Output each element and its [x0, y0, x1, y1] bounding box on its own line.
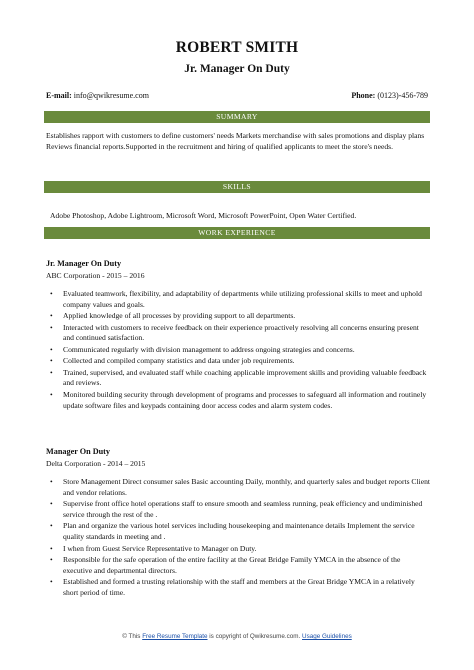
job-1-duties [46, 289, 430, 412]
list-item: • I when from Guest Service Representative to Manager on Duty. [50, 543, 257, 553]
summary-text: Establishes rapport with customers to define customers' needs Markets merchandise with sales promotions and display plans Reviews financial reports.Supported in the recruitment and hiring of qualified applicants to meet the store's needs. [46, 131, 425, 151]
job-1-company: ABC Corporation - 2015 – 2016 [46, 271, 145, 280]
bullet-icon: • [50, 499, 53, 509]
email-line [46, 91, 149, 100]
bullet-icon: • [50, 521, 53, 531]
bullet-icon: • [50, 311, 53, 321]
list-item: • Store Management Direct consumer sales Basic accounting Daily, monthly, and quarterly sales and budget reports Client and vendor relations. [50, 477, 430, 497]
job-2-title: Manager On Duty [46, 447, 110, 456]
job-2-duties [46, 477, 430, 599]
phone-line [351, 91, 428, 100]
email-label: E-mail: [46, 91, 72, 100]
list-item: • Applied knowledge of all processes by providing support to all departments. [50, 311, 296, 321]
list-item: • Established and formed a trusting relationship with the staff and members at the Great Bridge YMCA in a relatively short period of time. [50, 577, 415, 597]
list-item: • Interacted with customers to receive feedback on their experience proactively resolving all concerns ensuring present and continued satisfaction. [50, 322, 419, 343]
list-item: • Responsible for the safe operation of the entire facility at the Great Bridge Family YMCA in the absence of the executive and departmental directors. [50, 554, 401, 575]
phone-label: Phone: [351, 91, 376, 100]
candidate-title: Jr. Manager On Duty [184, 63, 290, 75]
footer-middle-text: is copyright of Qwikresume.com. [209, 633, 301, 640]
bullet-icon: • [50, 477, 53, 486]
job-2-company: Delta Corporation - 2014 – 2015 [46, 459, 146, 468]
list-item: • Collected and compiled company statistics and data under job requirements. [50, 356, 295, 366]
summary-heading: SUMMARY [44, 111, 430, 123]
email-value[interactable]: info@qwikresume.com [73, 91, 149, 100]
bullet-icon: • [50, 389, 53, 399]
list-item: • Plan and organize the various hotel services including housekeeping and maintenance details Implement the service quality standards in meeting and . [50, 521, 415, 542]
bullet-icon: • [50, 356, 53, 366]
skills-text: Adobe Photoshop, Adobe Lightroom, Microsoft Word, Microsoft PowerPoint, Open Water Certified. [50, 211, 357, 220]
phone-value: (0123)-456-789 [377, 91, 428, 100]
bullet-icon: • [50, 322, 53, 332]
footer-copyright: © This [122, 633, 141, 640]
list-item: • Supervise front office hotel operations staff to ensure smooth and seamless running, peak efficiency and undiminished service through the rest of the . [50, 499, 423, 519]
footer [0, 633, 474, 640]
free-resume-template-link[interactable]: Free Resume Template [142, 633, 208, 640]
list-item: • Monitored building security through development of programs and processes to safeguard all information and routinely update software files and keypads containing door access codes and alarm system codes. [50, 389, 427, 410]
list-item: • Communicated regularly with division management to address ongoing strategies and concerns. [50, 344, 355, 354]
bullet-icon: • [50, 577, 53, 587]
list-item: • Trained, supervised, and evaluated staff while coaching applicable improvement skills and providing valuable feedback and reviews. [50, 367, 427, 388]
job-1-title: Jr. Manager On Duty [46, 259, 122, 268]
experience-heading: WORK EXPERIENCE [44, 227, 430, 239]
bullet-icon: • [50, 344, 53, 354]
candidate-name: ROBERT SMITH [175, 39, 299, 56]
skills-heading: SKILLS [44, 181, 430, 193]
bullet-icon: • [50, 289, 53, 298]
list-item: • Evaluated teamwork, flexibility, and adaptability of departments while utilizing professional skills to meet and uphold company values and goals. [50, 289, 422, 309]
bullet-icon: • [50, 543, 53, 553]
usage-guidelines-link[interactable]: Usage Guidelines [302, 633, 352, 640]
bullet-icon: • [50, 367, 53, 377]
bullet-icon: • [50, 554, 53, 564]
